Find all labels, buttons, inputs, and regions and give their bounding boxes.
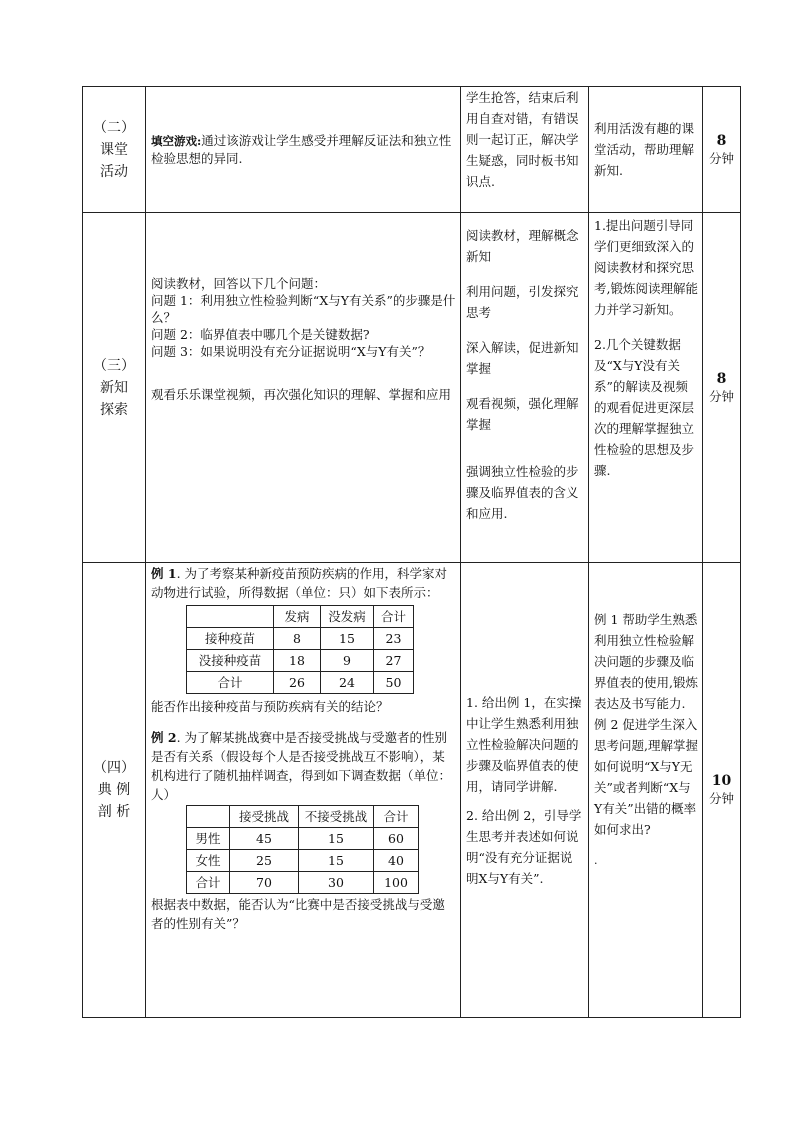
- table-cell: 50: [374, 672, 414, 694]
- section-label: [83, 87, 146, 213]
- table-cell: 23: [374, 628, 414, 650]
- student-activity: [461, 213, 589, 563]
- duration: [703, 213, 741, 563]
- table-header-cell: 合计: [374, 606, 414, 628]
- table-header-row: [187, 806, 419, 828]
- section-title-line1: 典 例: [97, 782, 131, 798]
- table-cell: 没接种疫苗: [187, 650, 274, 672]
- example-2: [151, 728, 456, 804]
- intent-item: .: [594, 854, 598, 867]
- student-activity: [461, 87, 589, 213]
- section-title-line2: 剖 析: [97, 804, 131, 820]
- table-cell: 接种疫苗: [187, 628, 274, 650]
- table-header-cell: 合计: [374, 806, 419, 828]
- table-header-cell: [187, 606, 274, 628]
- example-1-question: 能否作出接种疫苗与预防疾病有关的结论？: [151, 699, 389, 714]
- game-description: 通过该游戏让学生感受并理解反证法和独立性检验思想的异同.: [151, 133, 452, 166]
- content-line: 阅读教材，回答以下几个问题：: [151, 276, 327, 291]
- section-label: [83, 563, 146, 1018]
- activity-item: 观看视频，强化理解掌握: [466, 396, 579, 432]
- table-cell: 9: [321, 650, 374, 672]
- table-header-cell: 接受挑战: [230, 806, 299, 828]
- table-cell: 8: [274, 628, 321, 650]
- intent-item: 例 2 促进学生深入思考问题,理解掌握如何说明“X与Y无关”或者判断“X与Y有关”出错的概率如何求出?: [594, 717, 698, 837]
- duration-unit: 分钟: [708, 388, 734, 404]
- duration-number: 10: [711, 773, 732, 789]
- table-cell: 合计: [187, 872, 230, 894]
- example-2-table: [186, 805, 419, 894]
- example-2-title: 例 2: [151, 730, 177, 745]
- duration-number: 8: [716, 370, 727, 387]
- example-1: [151, 564, 456, 602]
- lesson-plan-table: [82, 86, 741, 1018]
- section-row-examples: [83, 563, 741, 1018]
- table-cell: 18: [274, 650, 321, 672]
- content-line: 问题 1：利用独立性检验判断“X与Y有关系”的步骤是什么？: [151, 293, 456, 325]
- table-header-cell: 不接受挑战: [299, 806, 374, 828]
- content-line: 问题 2：临界值表中哪几个是关键数据?: [151, 327, 370, 342]
- intent-item: 例 1 帮助学生熟悉利用独立性检验解决问题的步骤及临界值表的使用,锻炼表达及书写能力.: [594, 612, 698, 711]
- intent-item: 2.几个关键数据及“X与Y没有关系”的解读及视频的观看促进更深层次的理解掌握独立性检验的思想及步骤.: [594, 337, 695, 478]
- design-intent: [589, 213, 703, 563]
- design-intent-text: 利用活泼有趣的课堂活动，帮助理解新知.: [594, 121, 695, 178]
- table-cell: 女性: [187, 850, 230, 872]
- section-row-new-knowledge: [83, 213, 741, 563]
- duration: [703, 87, 741, 213]
- table-cell: 40: [374, 850, 419, 872]
- activity-item: 1. 给出例 1，在实操中让学生熟悉利用独立性检验解决问题的步骤及临界值表的使用，请同学讲解.: [466, 694, 582, 794]
- section-number: （二）: [93, 119, 135, 136]
- table-row: [187, 872, 419, 894]
- table-row: [187, 628, 414, 650]
- teaching-content: [146, 87, 461, 213]
- lesson-plan-page: [82, 86, 734, 1018]
- teaching-content: [146, 563, 461, 1018]
- table-cell: 26: [274, 672, 321, 694]
- table-cell: 27: [374, 650, 414, 672]
- example-2-question: 根据表中数据，能否认为“比赛中是否接受挑战与受邀者的性别有关”？: [151, 897, 445, 931]
- table-header-row: [187, 606, 414, 628]
- table-row: [187, 828, 419, 850]
- table-header-cell: [187, 806, 230, 828]
- table-cell: 100: [374, 872, 419, 894]
- table-row: [187, 850, 419, 872]
- section-row-classroom-activity: [83, 87, 741, 213]
- example-1-title: 例 1: [151, 566, 177, 581]
- design-intent: [589, 563, 703, 1018]
- table-row: [187, 650, 414, 672]
- section-title-line2: 探索: [100, 401, 128, 418]
- content-line: 观看乐乐课堂视频，再次强化知识的理解、掌握和应用: [151, 387, 452, 402]
- table-cell: 25: [230, 850, 299, 872]
- section-number: （四）: [93, 760, 135, 776]
- example-1-text: . 为了考察某种新疫苗预防疾病的作用，科学家对动物进行试验，所得数据（单位：只）如下表所示：: [151, 566, 448, 600]
- duration-unit: 分钟: [708, 791, 734, 806]
- table-header-cell: 没发病: [321, 606, 374, 628]
- student-activity-text: 学生抢答，结束后利用自查对错，有错误则一起订正，解决学生疑惑，同时板书知识点.: [466, 90, 579, 189]
- table-header-cell: 发病: [274, 606, 321, 628]
- table-cell: 男性: [187, 828, 230, 850]
- activity-item: 利用问题，引发探究思考: [466, 284, 579, 320]
- example-2-text: . 为了解某挑战赛中是否接受挑战与受邀者的性别是否有关系（假设每个人是否接受挑战互不影响），某机构进行了随机抽样调查，得到如下调查数据（单位：人）: [151, 730, 452, 802]
- content-line: 问题 3：如果说明没有充分证据说明“X与Y有关”？: [151, 344, 431, 359]
- teaching-content: [146, 213, 461, 563]
- activity-item: 2. 给出例 2，引导学生思考并表述如何说明“没有充分证据说明X与Y有关”.: [466, 807, 582, 886]
- activity-item: 阅读教材，理解概念新知: [466, 228, 579, 264]
- table-cell: 15: [299, 828, 374, 850]
- game-label: 填空游戏:: [151, 134, 202, 148]
- section-title-line1: 课堂: [100, 141, 128, 158]
- duration-number: 8: [716, 132, 727, 149]
- section-label: [83, 213, 146, 563]
- table-cell: 30: [299, 872, 374, 894]
- table-cell: 45: [230, 828, 299, 850]
- activity-item: 强调独立性检验的步骤及临界值表的含义和应用.: [466, 464, 579, 521]
- section-title-line1: 新知: [100, 379, 128, 396]
- table-cell: 60: [374, 828, 419, 850]
- section-number: （三）: [93, 357, 135, 374]
- activity-item: 深入解读，促进新知掌握: [466, 340, 579, 376]
- table-cell: 15: [299, 850, 374, 872]
- table-cell: 70: [230, 872, 299, 894]
- intent-item: 1.提出问题引导同学们更细致深入的阅读教材和探究思考,锻炼阅读理解能力并学习新知。: [594, 218, 698, 317]
- example-1-table: [186, 605, 414, 694]
- table-row: [187, 672, 414, 694]
- duration-unit: 分钟: [708, 150, 734, 166]
- design-intent: [589, 87, 703, 213]
- table-cell: 合计: [187, 672, 274, 694]
- duration: [703, 563, 741, 1018]
- student-activity: [461, 563, 589, 1018]
- section-title-line2: 活动: [100, 163, 128, 180]
- table-cell: 24: [321, 672, 374, 694]
- table-cell: 15: [321, 628, 374, 650]
